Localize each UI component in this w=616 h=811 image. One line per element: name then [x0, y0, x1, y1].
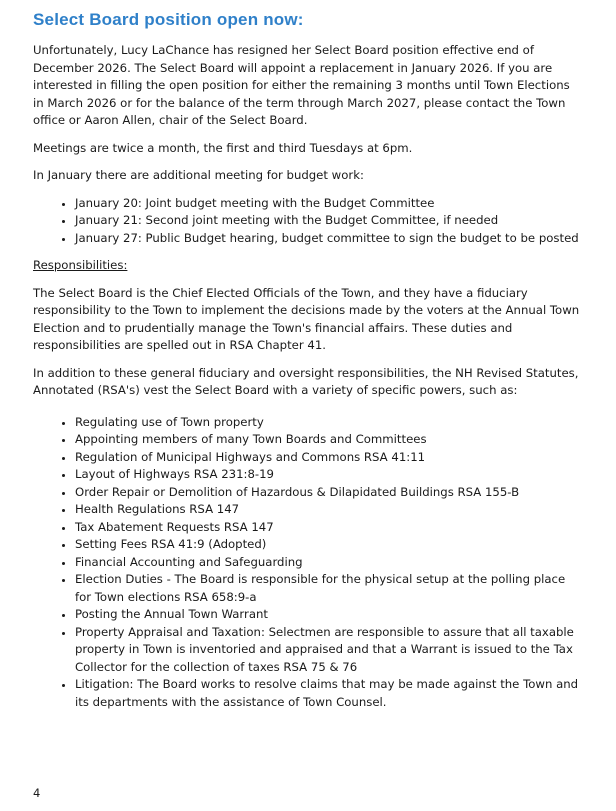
- list-item: • Election Duties - The Board is responsible for the physical setup at the polling place for Town elections RSA 658:9-a: [75, 571, 581, 606]
- list-item: • Appointing members of many Town Boards and Committees: [75, 431, 581, 449]
- list-item: • Health Regulations RSA 147: [75, 501, 581, 519]
- powers-list: [33, 414, 581, 712]
- powers-paragraph: In addition to these general fiduciary and oversight responsibilities, the NH Revised Statutes, Annotated (RSA's) vest the Select Board with a variety of specific powers, such as:: [33, 365, 579, 397]
- list-item: • Property Appraisal and Taxation: Selectmen are responsible to assure that all taxable property in Town is inventoried and appraised and that a Warrant is issued to the Tax Collector for the collection of taxes RSA 75 & 76: [75, 624, 581, 677]
- responsibilities-paragraph: The Select Board is the Chief Elected Officials of the Town, and they have a fiduciary responsibility to the Town to implement the decisions made by the voters at the Annual Town Election and to prudentially manage the Town's financial affairs. These duties and responsibilities are spelled out in RSA Chapter 41.: [33, 285, 580, 352]
- page-number: 4: [33, 786, 41, 800]
- list-item: • January 20: Joint budget meeting with the Budget Committee: [75, 195, 581, 213]
- meetings-paragraph: Meetings are twice a month, the first and third Tuesdays at 6pm.: [33, 140, 413, 155]
- list-item: • Financial Accounting and Safeguarding: [75, 554, 581, 572]
- list-item: • Regulation of Municipal Highways and Commons RSA 41:11: [75, 449, 581, 467]
- list-item: • Posting the Annual Town Warrant: [75, 606, 581, 624]
- responsibilities-heading: Responsibilities:: [33, 258, 128, 272]
- list-item: • Regulating use of Town property: [75, 414, 581, 432]
- list-item: • Setting Fees RSA 41:9 (Adopted): [75, 536, 581, 554]
- list-item: • Order Repair or Demolition of Hazardous & Dilapidated Buildings RSA 155-B: [75, 484, 581, 502]
- january-meetings-list: [33, 195, 581, 248]
- list-item: • Litigation: The Board works to resolve claims that may be made against the Town and its departments with the assistance of Town Counsel.: [75, 676, 581, 711]
- list-item: • Layout of Highways RSA 231:8-19: [75, 466, 581, 484]
- page-title: Select Board position open now:: [33, 10, 304, 29]
- list-item: • January 27: Public Budget hearing, budget committee to sign the budget to be posted: [75, 230, 581, 248]
- january-paragraph: In January there are additional meeting for budget work:: [33, 168, 364, 182]
- list-item: • January 21: Second joint meeting with the Budget Committee, if needed: [75, 212, 581, 230]
- intro-paragraph: Unfortunately, Lucy LaChance has resigned her Select Board position effective end of December 2026. The Select Board will appoint a replacement in January 2026. If you are interested in filling the open position for either the remaining 3 months until Town Elections in March 2026 or for the balance of the term through March 2027, please contact the Town office or Aaron Allen, chair of the Select Board.: [33, 43, 570, 127]
- document-page: [33, 10, 581, 721]
- list-item: • Tax Abatement Requests RSA 147: [75, 519, 581, 537]
